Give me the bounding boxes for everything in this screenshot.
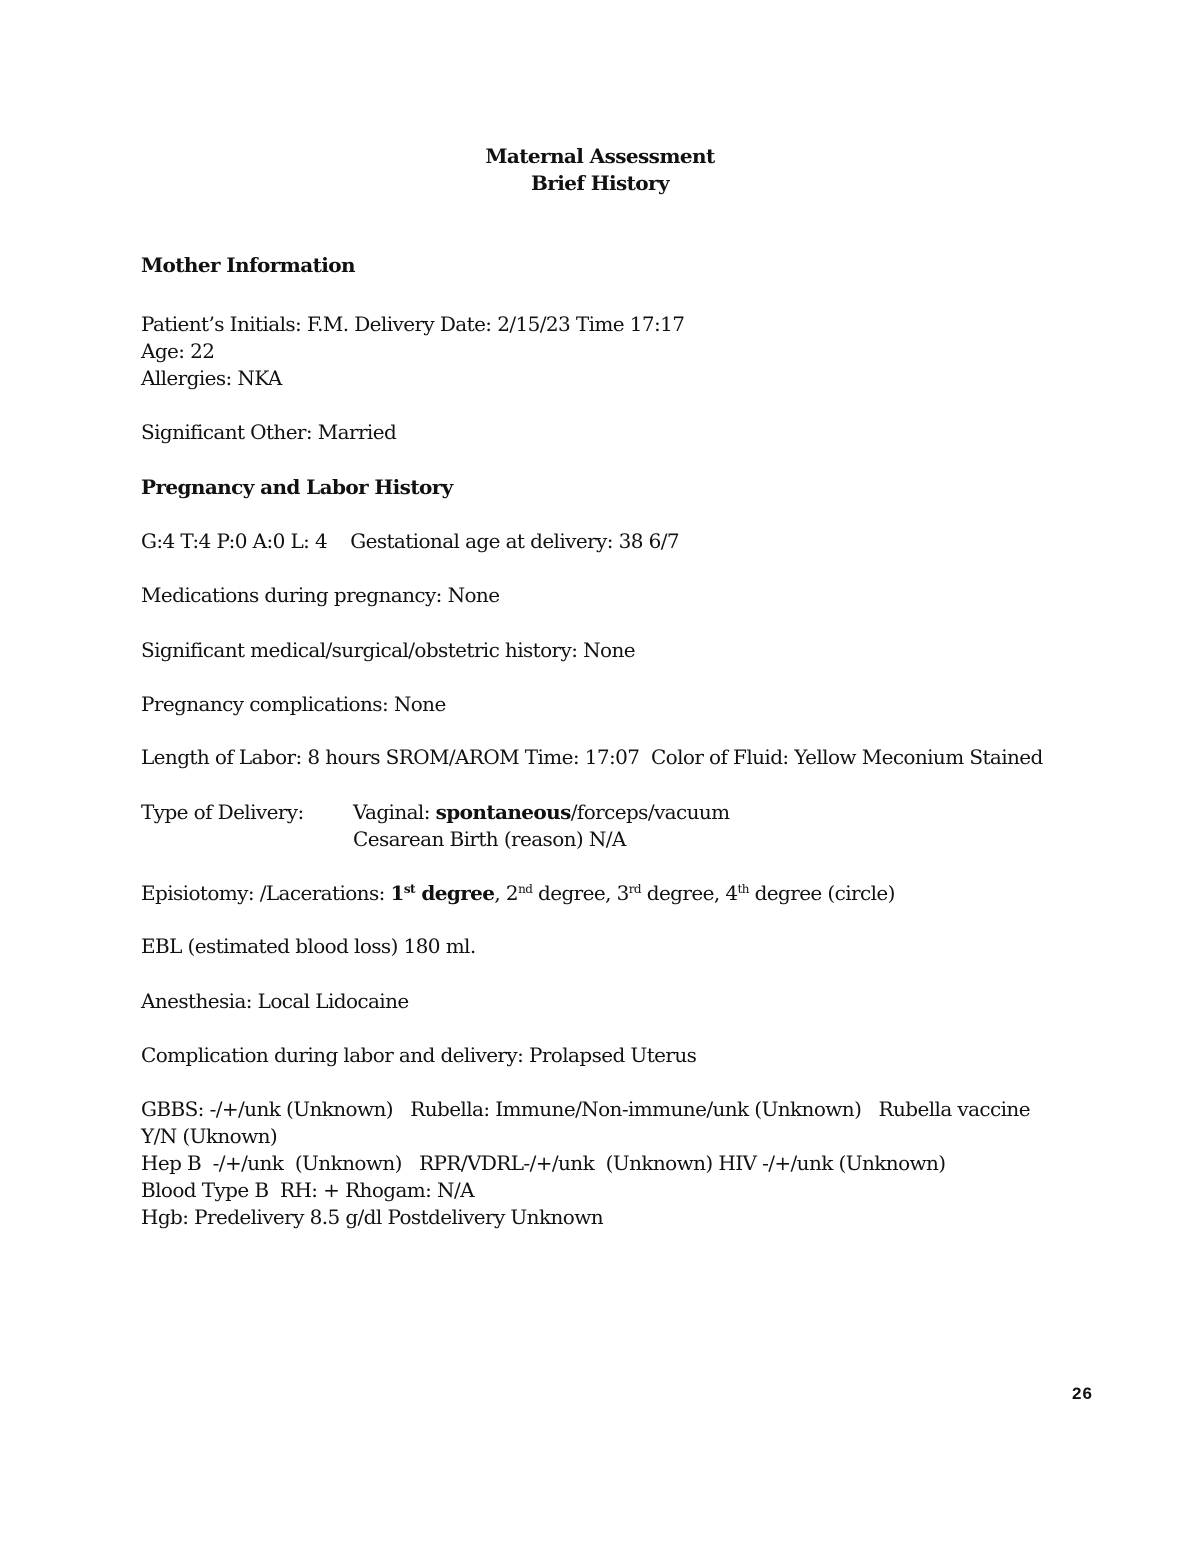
episiotomy-prefix: Episiotomy: /Lacerations: xyxy=(141,881,391,905)
patient-initials-line: Patient’s Initials: F.M. Delivery Date: 2/15/23 Time 17:17 xyxy=(141,312,685,336)
labs-line-5: Hgb: Predelivery 8.5 g/dl Postdelivery Unknown xyxy=(141,1205,603,1229)
episiotomy-line: Episiotomy: /Lacerations: 1st degree, 2nd degree, 3rd degree, 4th degree (circle) xyxy=(141,881,895,905)
age-line: Age: 22 xyxy=(141,339,215,363)
pregnancy-history-heading: Pregnancy and Labor History xyxy=(141,475,453,499)
document-title: Maternal Assessment xyxy=(485,144,715,168)
labs-line-1: GBBS: -/+/unk (Unknown) Rubella: Immune/Non-immune/unk (Unknown) Rubella vaccine xyxy=(141,1097,1030,1121)
document-subtitle: Brief History xyxy=(530,171,670,195)
ebl-line: EBL (estimated blood loss) 180 ml. xyxy=(141,934,476,958)
significant-other-line: Significant Other: Married xyxy=(141,420,397,444)
medical-history-line: Significant medical/surgical/obstetric history: None xyxy=(141,638,635,662)
first-degree-selected: 1st degree xyxy=(390,881,495,905)
pregnancy-complications-line: Pregnancy complications: None xyxy=(141,692,446,716)
delivery-complication-line: Complication during labor and delivery: Prolapsed Uterus xyxy=(141,1043,697,1067)
page-number: 26 xyxy=(1072,1384,1093,1403)
labor-line: Length of Labor: 8 hours SROM/AROM Time: 17:07 Color of Fluid: Yellow Meconium Stained xyxy=(141,745,1043,769)
medications-line: Medications during pregnancy: None xyxy=(141,583,500,607)
anesthesia-line: Anesthesia: Local Lidocaine xyxy=(141,989,409,1013)
vaginal-delivery-line xyxy=(353,799,730,826)
cesarean-line: Cesarean Birth (reason) N/A xyxy=(353,827,626,851)
labs-line-3: Hep B -/+/unk (Unknown) RPR/VDRL-/+/unk (Unknown) HIV -/+/unk (Unknown) xyxy=(141,1151,946,1175)
mother-info-heading: Mother Information xyxy=(141,253,355,277)
labs-line-2: Y/N (Uknown) xyxy=(141,1124,278,1148)
vaginal-other-options: /forceps/vacuum xyxy=(570,800,730,824)
vaginal-prefix: Vaginal: xyxy=(353,800,436,824)
gtpal-line: G:4 T:4 P:0 A:0 L: 4 Gestational age at delivery: 38 6/7 xyxy=(141,529,680,553)
labs-line-4: Blood Type B RH: + Rhogam: N/A xyxy=(141,1178,474,1202)
allergies-line: Allergies: NKA xyxy=(141,366,282,390)
vaginal-selected-option: spontaneous xyxy=(435,800,571,824)
delivery-type-label: Type of Delivery: xyxy=(141,800,304,824)
